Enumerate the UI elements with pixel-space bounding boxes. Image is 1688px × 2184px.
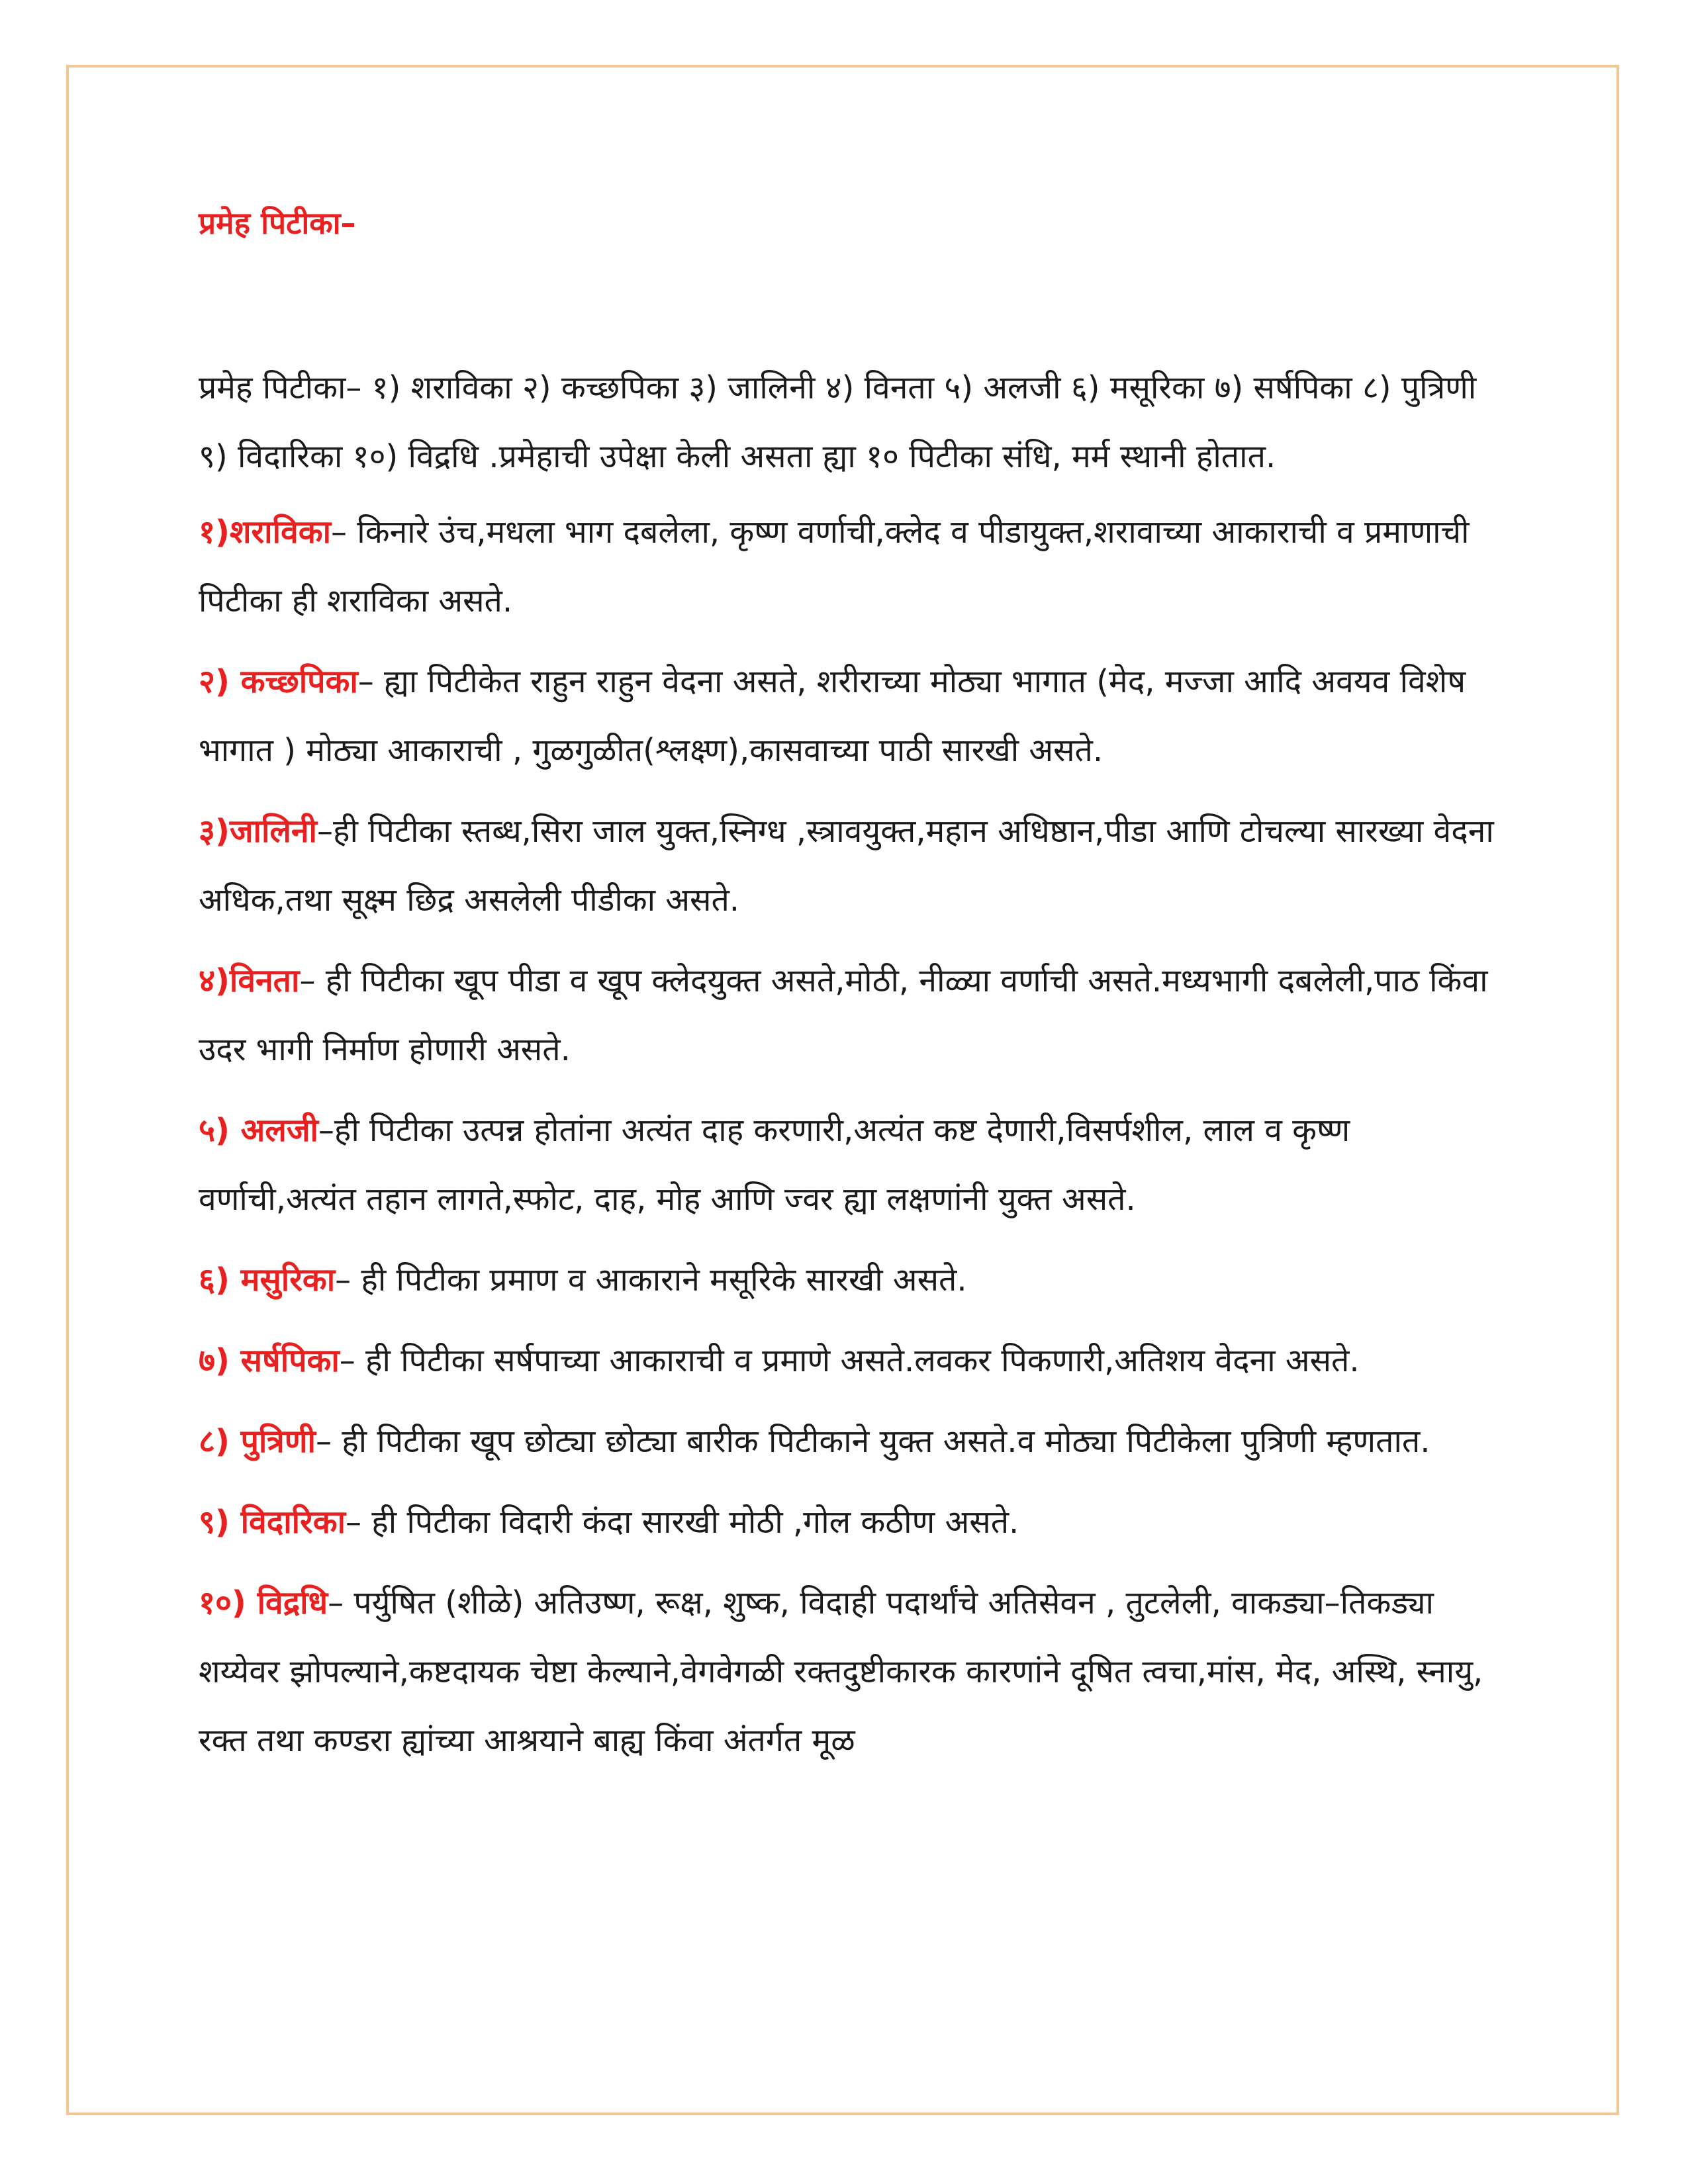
document-body bbox=[199, 199, 1496, 1787]
entry-jalini bbox=[199, 797, 1496, 946]
entry-sarshapika bbox=[199, 1326, 1496, 1407]
page-title: प्रमेह पिटीका– bbox=[199, 205, 356, 241]
entry-vinata bbox=[199, 946, 1496, 1096]
entry-masurika bbox=[199, 1246, 1496, 1326]
entry-term: १०) विद्रधि bbox=[199, 1584, 328, 1621]
entry-term: २) कच्छपिका bbox=[199, 663, 358, 700]
entry-term: ९) विदारिका bbox=[199, 1504, 346, 1541]
entry-text: – ही पिटीका सर्षपाच्या आकाराची व प्रमाणे असते.लवकर पिकणारी,अतिशय वेदना असते. bbox=[339, 1342, 1360, 1379]
entry-term: ५) अलजी bbox=[199, 1112, 318, 1149]
entry-alaji bbox=[199, 1096, 1496, 1246]
entry-text: –ही पिटीका स्तब्ध,सिरा जाल युक्त,स्निग्ध ,स्त्रावयुक्त,महान अधिष्ठान,पीडा आणि टोचल्या सारख्या वेदना अधिक,तथा सूक्ष्म छिद्र असलेली पीडीका असते. bbox=[199, 813, 1494, 919]
entry-term: ६) मसुरिका bbox=[199, 1261, 336, 1298]
entry-vidarika bbox=[199, 1488, 1496, 1569]
entry-kachchhapika bbox=[199, 647, 1496, 797]
entry-term: ४)विनता bbox=[199, 962, 300, 999]
entry-text: – किनारे उंच,मधला भाग दबलेला, कृष्ण वर्णाची,क्लेद व पीडायुक्त,शरावाच्या आकाराची व प्रमाणाची पिटीका ही शराविका असते. bbox=[199, 514, 1470, 619]
entry-text: – ह्या पिटीकेत राहुन राहुन वेदना असते, शरीराच्या मोठ्या भागात (मेद, मज्जा आदि अवयव विशेष भागात ) मोठ्या आकाराची , गुळगुळीत(श्लक्ष्ण),कासवाच्या पाठी सारखी असते. bbox=[199, 663, 1466, 769]
entry-putrini bbox=[199, 1407, 1496, 1488]
entry-sharavika bbox=[199, 498, 1496, 647]
entry-vidradhi bbox=[199, 1569, 1496, 1787]
entry-text: – ही पिटीका खूप पीडा व खूप क्लेदयुक्त असते,मोठी, नीळ्या वर्णाची असते.मध्यभागी दबलेली,पाठ किंवा उदर भागी निर्माण होणारी असते. bbox=[199, 962, 1488, 1068]
entry-term: ८) पुत्रिणी bbox=[199, 1423, 316, 1460]
entry-term: ३)जालिनी bbox=[199, 813, 317, 850]
entry-text: – ही पिटीका खूप छोट्या छोट्या बारीक पिटीकाने युक्त असते.व मोठ्या पिटीकेला पुत्रिणी म्हणतात. bbox=[315, 1423, 1430, 1460]
entry-term: १)शराविका bbox=[199, 514, 332, 551]
entry-text: –ही पिटीका उत्पन्न होतांना अत्यंत दाह करणारी,अत्यंत कष्ट देणारी,विसर्पशील, लाल व कृष्ण वर्णाची,अत्यंत तहान लागते,स्फोट, दाह, मोह आणि ज्वर ह्या लक्षणांनी युक्त असते. bbox=[199, 1112, 1350, 1218]
entry-text: – ही पिटीका विदारी कंदा सारखी मोठी ,गोल कठीण असते. bbox=[346, 1504, 1019, 1541]
entry-text: – ही पिटीका प्रमाण व आकाराने मसूरिके सारखी असते. bbox=[335, 1261, 967, 1298]
intro-paragraph: प्रमेह पिटीका– १) शराविका २) कच्छपिका ३) जालिनी ४) विनता ५) अलजी ६) मसूरिका ७) सर्षपिका ८) पुत्रिणी ९) विदारिका १०) विद्रधि .प्रमेहाची उपेक्षा केली असता ह्या १० पिटीका संधि, मर्म स्थानी होतात. bbox=[199, 369, 1477, 475]
entry-term: ७) सर्षपिका bbox=[199, 1342, 340, 1379]
entry-text: – पर्युषित (शीळे) अतिउष्ण, रूक्ष, शुष्क, विदाही पदार्थांचे अतिसेवन , तुटलेली, वाकड्या–तिकड्या शय्येवर झोपल्याने,कष्टदायक चेष्टा केल्याने,वेगवेगळी रक्तदुष्टीकारक कारणांने दूषित त्वचा,मांस, मेद, अस्थि, स्नायु, रक्त तथा कण्डरा ह्यांच्या आश्रयाने बाह्य किंवा अंतर्गत मूळ bbox=[199, 1584, 1483, 1759]
